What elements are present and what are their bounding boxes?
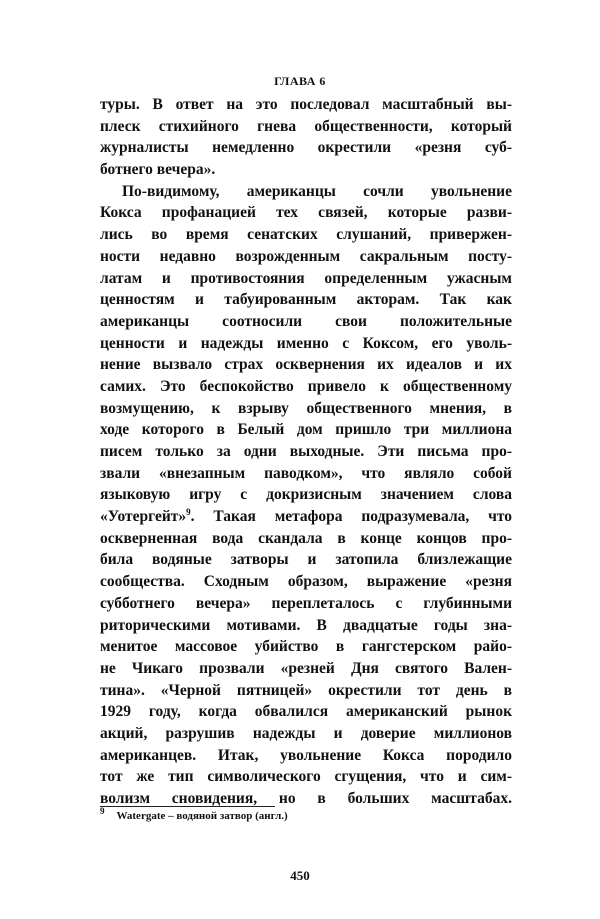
text-line: [100, 94, 512, 116]
text-line: [100, 571, 512, 593]
running-header: ГЛАВА 6: [274, 74, 326, 88]
text-line-content: самих. Это беспокойство привело к общественному: [100, 377, 512, 395]
text-line: [100, 311, 512, 333]
text-line-content: ценностям и табуированным акторам. Так как: [100, 291, 512, 309]
text-line: [100, 224, 512, 246]
text-line: [100, 766, 512, 788]
text-line: [100, 202, 512, 224]
text-line-content: оскверненная вода скандала в конце концов про-: [100, 529, 512, 547]
text-line: [100, 528, 512, 550]
text-line: [100, 615, 512, 637]
text-line: [100, 484, 512, 506]
text-line: [100, 268, 512, 290]
text-line: [100, 419, 512, 441]
body-text: [100, 94, 512, 810]
text-line: [100, 636, 512, 658]
text-line-content: американцев. Итак, увольнение Кокса породило: [100, 746, 512, 764]
text-line: [100, 376, 512, 398]
text-line-content: звали «внезапным паводком», что являло собой: [100, 464, 512, 482]
text-line-content: Кокса профанацией тех связей, которые разви-: [100, 204, 512, 222]
text-line: [100, 701, 512, 723]
text-line: [100, 441, 512, 463]
text-line: [100, 593, 512, 615]
text-line-content: волизм сновидения, но в больших масштабах.: [100, 790, 512, 807]
text-line-content: туры. В ответ на это последовал масштабный вы-: [100, 96, 512, 113]
text-line: [100, 289, 512, 311]
text-line-content: била водяные затворы и затопила близлежащие: [100, 551, 512, 569]
text-line: [100, 333, 512, 355]
text-line-content: 1929 году, когда обвалился американский рынок: [100, 703, 512, 721]
text-line: [100, 159, 512, 181]
text-line: [100, 246, 512, 268]
text-line-content: . Такая метафора подразумевала, что: [190, 508, 512, 526]
text-line: [100, 354, 512, 376]
text-line: [100, 398, 512, 420]
text-line-content: возмущению, к взрыву общественного мнения, в: [100, 399, 512, 417]
text-line: [100, 658, 512, 680]
text-line-content: По-видимому, американцы сочли увольнение: [122, 182, 512, 200]
text-line-content: тина». «Черной пятницей» окрестили тот день в: [100, 681, 512, 699]
text-line-content: «Уотергейт»: [100, 508, 187, 526]
text-line: [100, 723, 512, 745]
text-line: [100, 549, 512, 571]
text-line: [100, 137, 512, 159]
text-line-content: менитое массовое убийство в гангстерском райо-: [100, 638, 512, 656]
text-line-content: журналисты немедленно окрестили «резня суб-: [100, 139, 512, 157]
text-line-content: писем только за одни выходные. Эти письма про-: [100, 443, 512, 460]
text-line: [100, 181, 512, 203]
text-line-content: сообщества. Сходным образом, выражение «резня: [100, 573, 512, 591]
text-line: [100, 506, 512, 528]
text-line-content: нение вызвало страх осквернения их идеалов и их: [100, 356, 512, 374]
text-line-content: американцы соотносили свои положительные: [100, 312, 512, 330]
footnote-reference: 9: [186, 506, 191, 517]
text-line-content: субботнего вечера» переплеталось с глубинными: [100, 594, 512, 612]
text-line-content: ботнего вечера».: [100, 161, 216, 179]
text-line-content: тот же тип символического сгущения, что и сим-: [100, 768, 512, 786]
footnote: [100, 806, 288, 822]
footnote-text: Watergate – водяной затвор (англ.): [116, 810, 288, 822]
page-number: 450: [290, 868, 310, 883]
text-line-content: не Чикаго прозвали «резней Дня святого Вален-: [100, 659, 512, 677]
text-line-content: ности недавно возрожденным сакральным посту-: [100, 247, 512, 265]
text-line: [100, 680, 512, 702]
footnote-mark: 9: [100, 806, 105, 817]
text-line: [100, 116, 512, 138]
text-line-content: лись во время сенатских слушаний, привержен-: [100, 226, 512, 244]
text-line-content: риторическими мотивами. В двадцатые годы зна-: [100, 616, 512, 634]
text-line-content: языковую игру с докризисным значением слова: [100, 486, 512, 504]
text-line-content: латам и противостояния определенным ужасным: [100, 269, 512, 287]
text-line-content: ходе которого в Белый дом пришло три миллиона: [100, 421, 512, 439]
text-line: [100, 745, 512, 767]
text-line-content: акций, разрушив надежды и доверие миллионов: [100, 724, 512, 742]
text-line-content: ценности и надежды именно с Коксом, его уволь-: [100, 334, 512, 352]
text-line-content: плеск стихийного гнева общественности, который: [100, 117, 512, 135]
text-line: [100, 463, 512, 485]
footnote-rule: [100, 806, 275, 807]
